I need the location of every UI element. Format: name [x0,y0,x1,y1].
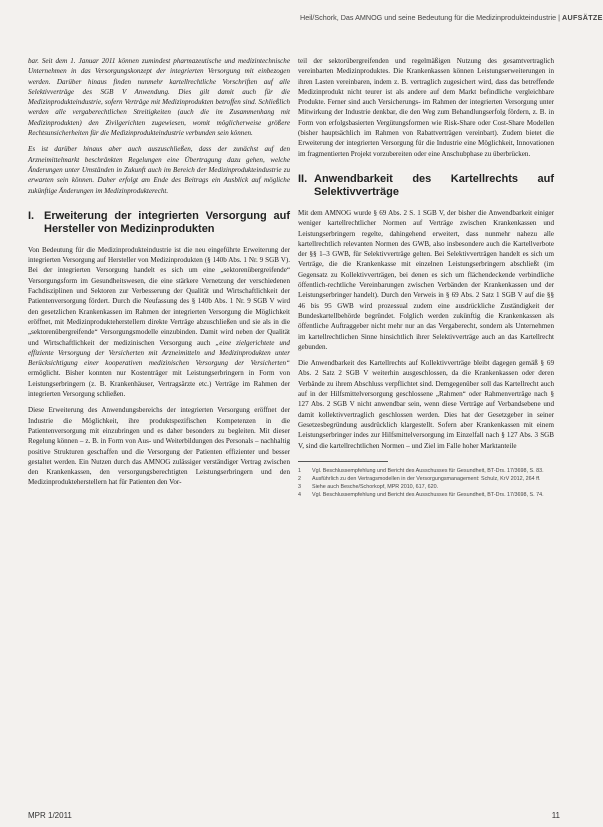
paragraph: Diese Erweiterung des Anwendungsbereichs der integrierten Versorgung eröffnet der Industrie die Möglichkeit, ihre produktspezifischen Kompetenzen in die Patientenversorgung mit einzubringen und es daher besonders zu begleiten. Mit dieser Regelung können – z. B. in Form von Aus- und Weiterbildungen des Personals – nachhaltig positive Strukturen geschaffen und die Versorgung der Patienten effizienter und besser gestaltet werden. Ein Nutzen durch das AMNOG zulässiger verständiger Vertrag zwischen den Krankenkassen, den versorgungsberechtigten Leistungserbringern und den Medizinprodukteherstellern hat für Patienten den Vor- [28,406,290,487]
left-column [28,56,290,494]
paragraph: Die Anwendbarkeit des Kartellrechts auf Kollektivverträge bleibt dagegen gemäß § 69 Abs. 2 Satz 2 SGB V weiterhin ausgeschlossen, da die Krankenkassen oder deren Verbände zu ihrem Abschluss verpflichtet sind. Demgegenüber soll das Kartellrecht auch auf in der Hilfsmittelversorgung geschlossene „Rahmen“ oder Rahmenverträge nach § 127 Abs. 2 SGB V nicht anwendbar sein, wenn diese Verträge auf Verbandsebene und damit kollektivvertraglich geschlossen werden. Dies hat der Gesetzgeber in seiner Gesetzesbegründung ausdrücklich klargestellt. Sofern aber Krankenkassen mit einem Leistungserbringer indes zur Hilfsmittelversorgung im Einzelfall nach § 127 Abs. 3 SGB V, sind die kartellrechtlichen Normen – und Ziel im Falle hoher Marktanteile [298,359,554,450]
page-number: 11 [551,811,560,820]
section-number: I. [28,209,35,222]
footnote-number: 3 [298,484,301,491]
paragraph: Mit dem AMNOG wurde § 69 Abs. 2 S. 1 SGB V, der bisher die Anwendbarkeit einiger weniger kartellrechtlicher Normen auf Verträge zwischen Krankenkassen und Leistungserbringern regelte, dahingehend erweitert, dass nunmehr nahezu alle kartellrechtlich relevanten Normen des GWB, also insbesondere auch die Kartellverbote der §§ 1–3 GWB, für Selektivverträge gelten. Bei Selektivverträgen handelt es sich um Verträge, die die Krankenkasse mit einzelnen Leistungserbringern abschließt (im Gegensatz zu Kollektivverträgen, bei denen es sich um flächendeckende verbindliche öffentlich-rechtliche Vereinbarungen zwischen Verbänden der Krankenkassen und der Leistungserbringer handelt). Durch den Verweis in § 69 Abs. 2 Satz 1 SGB V auf die §§ 46 bis 95 GWB wird prozessual zudem eine ausdrückliche Zuständigkeit der Bundeskartellbehörde begründet. Folglich werden zukünftig die Krankenkassen als öffentliche Auftraggeber nicht mehr nur an das Vergaberecht, sondern als Unternehmen im kartellrechtlichen Sinne hinsichtlich ihrer Selektivverträge auch an das Kartellrecht gebunden. [298,208,554,351]
section-title: Anwendbarkeit des Kartellrechts auf Selektivverträge [314,172,554,199]
paragraph: teil der sektorübergreifenden und regelmäßigen Nutzung des gesamtvertraglich vereinbarten Medizinproduktes. Die Krankenkassen können Leistungserweiterungen in ihren Lasten vereinbaren, indem z. B. vertraglich zugesichert wird, dass das betreffende Medizinprodukt nicht teurer ist als andere auf dem Markt befindliche vergleichbare Produkte. Ferner sind auch Versicherungs- im Rahmen der integrierten Versorgung unter Mitwirkung der Industrie denkbar, die den Weg zum Behandlungserfolg fördern, z. B. in Form von erfolgsbasierten Vergütungsformen wie Risk-Share oder Cost-Share Modellen (bisher hauptsächlich im Rahmen von Rabattverträgen vereinbart). Zudem bietet die Erweiterung der integrierten Versorgung für die Industrie eine Möglichkeit, Innovationen im fragmentierten Projekt vorzubereiten oder eine Anschubphase zu überbrücken. [298,57,554,158]
paragraph [28,245,290,399]
paragraph-text: Von Bedeutung für die Medizinprodukteindustrie ist die neu eingeführte Erweiterung der integrierten Versorgung auf Hersteller von Medizinprodukten (§ 140b Abs. 1 Nr. 9 SGB V). Bei der integrierten Versorgung handelt es sich um eine „sektorenübergreifende“ Versorgungsform im Gesundheitswesen, die eine stärkere Vernetzung der verschiedenen Fachdisziplinen und Sektoren zur Verbesserung der Qualität und Wirtschaftlichkeit der Patientenversorgung fördert. Durch die Neufassung des § 140b Abs. 1 Nr. 9 SGB V wird den gesetzlichen Krankenkassen im Rahmen der integrierten Versorgung die Möglichkeit eröffnet, mit Medizinprodukteherstellern direkte Verträge abzuschließen und sie als in die „sektorenübergreifende“ Versorgungsmodelle einzubinden. Damit wird neben der Qualität und Wirtschaftlichkeit der medizinischen Versorgung auch [28,245,290,347]
footnote-text: Ausführlich zu den Vertragsmodellen in der Versorgungsmanagement: Schulz, KrV 2012, 264 ff. [312,476,541,482]
footnotes [298,468,554,500]
paragraph-text: ermöglicht. Bisher konnten nur Kostenträger mit Leistungserbringern in Form von Leistungserbringern (z. B. Krankenhäuser, Vertragsärzte etc.) Verträge im Rahmen der integrierten Versorgung schließen. [28,369,290,399]
footnote-number: 2 [298,476,301,482]
right-column [298,56,554,501]
footnote-number: 1 [298,467,301,474]
footnote [298,476,554,483]
paragraph: Es ist darüber hinaus aber auch auszuschließen, dass der zunächst auf den Arzneimittelmarkt beschränkten Regelungen eine Übertragung dazu gehen, welche Änderungen unter Umständen in Zukunft auch im Bereich der Medizinprodukteindustrie zu erwarten sein können. Daher erfolgt am Ende des Beitrags ein Ausblick auf mögliche zukünftige Änderungen im Medizinprodukterecht. [28,145,290,195]
footnote [298,492,554,499]
header-separator: | [558,13,560,22]
section-heading-1 [28,210,290,237]
footnote [298,484,554,491]
section-heading-2 [298,173,554,200]
footnote-text: Siehe auch Besche/Schorkopf, MPR 2010, 617, 620. [312,484,439,491]
journal-issue: MPR 1/2011 [28,811,72,820]
footnote-text: Vgl. Beschlussempfehlung und Bericht des Ausschusses für Gesundheit, BT-Drs. 17/3698, S. 74. [312,492,544,499]
footnote-divider [298,461,388,462]
footnote [298,468,554,475]
footnote-text: Vgl. Beschlussempfehlung und Bericht des Ausschusses für Gesundheit, BT-Drs. 17/3698, S. 83. [312,467,544,474]
section-number: II. [298,172,308,185]
running-header [300,13,603,22]
section-label: AUFSÄTZE [561,13,603,22]
footnote-number: 4 [298,492,301,499]
section-title: Erweiterung der integrierten Versorgung auf Hersteller von Medizinprodukten [44,209,290,236]
paragraph: bar. Seit dem 1. Januar 2011 können zumindest pharmazeutische und medizintechnische Unternehmen in das Versorgungskonzept der integrierten Versorgung mit einbezogen werden. Darüber hinaus finden nunmehr kartellrechtliche Vorschriften auf alle Selektivverträge des SGB V Anwendung. Dies gilt damit auch für die Medizinprodukteindustrie, sofern Verträge mit Medizinprodukten betroffen sind. Schließlich werden alle vergaberechtlichen Streitigkeiten (auch die im Zusammenhang mit Medizinprodukten) den Zivilgerichten zugewiesen, womit möglicherweise größere Rechtsunsicherheiten für die Medizinprodukteindustrie verbunden sein können. [28,57,290,138]
quotation: „eine zielgerichtete und effiziente Versorgung der Versicherten mit Arzneimitteln und Medizinprodukten unter Berücksichtigung einer kooperativen medizinischen Versorgung der Versicherten“ [28,338,290,368]
running-header-text: Heil/Schork, Das AMNOG und seine Bedeutung für die Medizinprodukteindustrie [300,13,557,22]
